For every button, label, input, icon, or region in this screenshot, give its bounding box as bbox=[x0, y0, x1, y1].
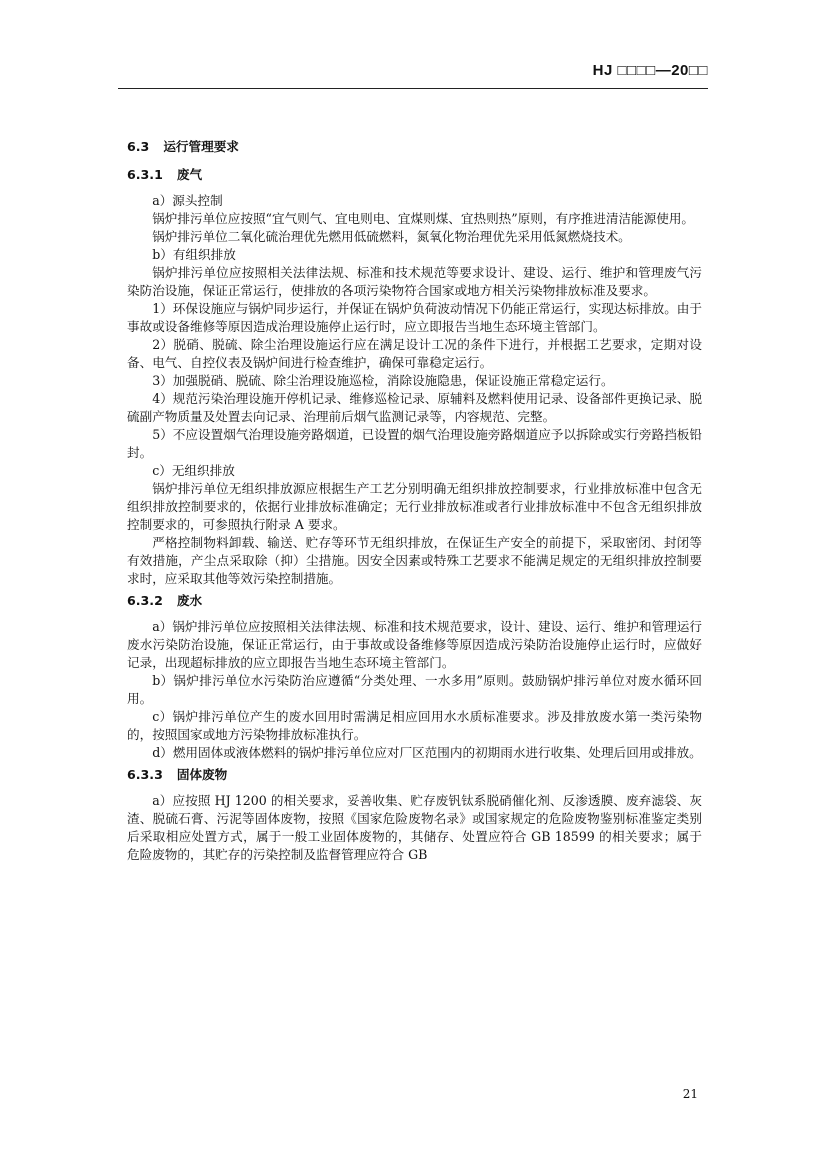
paragraph: 严格控制物料卸载、输送、贮存等环节无组织排放，在保证生产安全的前提下，采取密闭、封闭等有效措施，产尘点采取除（抑）尘措施。因安全因素或特殊工艺要求不能满足规定的无组织排放控制要求时，应采取其他等效污染控制措施。 bbox=[127, 535, 702, 586]
list-item: 5）不应设置烟气治理设施旁路烟道，已设置的烟气治理设施旁路烟道应予以拆除或实行旁路挡板铅封。 bbox=[127, 427, 702, 460]
subsection-title: 固体废物 bbox=[176, 767, 228, 782]
item-label-organized-emission: b）有组织排放 bbox=[152, 247, 236, 262]
subsection-title: 废气 bbox=[176, 167, 203, 182]
item-label-source-control: a）源头控制 bbox=[152, 193, 223, 208]
subsection-heading-solid-waste bbox=[127, 766, 702, 784]
subsection-number: 6.3.3 bbox=[127, 767, 163, 782]
section-heading bbox=[127, 138, 702, 156]
list-item: c）锅炉排污单位产生的废水回用时需满足相应回用水水质标准要求。涉及排放废水第一类污染物的，按照国家或地方污染物排放标准执行。 bbox=[127, 709, 702, 742]
document-body bbox=[127, 138, 702, 864]
header-divider bbox=[118, 88, 708, 89]
paragraph: 锅炉排污单位应按照相关法律法规、标准和技术规范等要求设计、建设、运行、维护和管理废气污染防治设施，保证正常运行，使排放的各项污染物符合国家或地方相关污染物排放标准及要求。 bbox=[127, 265, 702, 298]
subsection-number: 6.3.1 bbox=[127, 167, 163, 182]
list-item: b）锅炉排污单位水污染防治应遵循“分类处理、一水多用”原则。鼓励锅炉排污单位对废水循环回用。 bbox=[127, 673, 702, 706]
list-item: 4）规范污染治理设施开停机记录、维修巡检记录、原辅料及燃料使用记录、设备部件更换记录、脱硫副产物质量及处置去向记录、治理前后烟气监测记录等，内容规范、完整。 bbox=[127, 391, 702, 424]
section-number: 6.3 bbox=[127, 139, 150, 154]
document-code: HJ □□□□—20□□ bbox=[592, 62, 708, 79]
subsection-number: 6.3.2 bbox=[127, 593, 163, 608]
page-number: 21 bbox=[682, 1087, 698, 1101]
subsection-heading-waste-water bbox=[127, 592, 702, 610]
list-item: 3）加强脱硝、脱硫、除尘治理设施巡检，消除设施隐患，保证设施正常稳定运行。 bbox=[152, 373, 614, 388]
list-item: 2）脱硝、脱硫、除尘治理设施运行应在满足设计工况的条件下进行，并根据工艺要求，定期对设备、电气、自控仪表及锅炉间进行检查维护，确保可靠稳定运行。 bbox=[127, 337, 702, 370]
list-item: a）锅炉排污单位应按照相关法律法规、标准和技术规范要求，设计、建设、运行、维护和管理运行废水污染防治设施，保证正常运行，由于事故或设备维修等原因造成污染防治设施停止运行时，应做好记录，出现超标排放的应立即报告当地生态环境主管部门。 bbox=[127, 619, 702, 670]
list-item: a）应按照 HJ 1200 的相关要求，妥善收集、贮存废钒钛系脱硝催化剂、反渗透膜、废弃滤袋、灰渣、脱硫石膏、污泥等固体废物，按照《国家危险废物名录》或国家规定的危险废物鉴别标准鉴定类别后采取相应处置方式，属于一般工业固体废物的，其储存、处置应符合 GB 18599 的相关要求；属于危险废物的，其贮存的污染控制及监督管理应符合 GB bbox=[127, 793, 702, 862]
paragraph: 锅炉排污单位无组织排放源应根据生产工艺分别明确无组织排放控制要求，行业排放标准中包含无组织排放控制要求的，依据行业排放标准确定；无行业排放标准或者行业排放标准中不包含无组织排放控制要求的，可参照执行附录 A 要求。 bbox=[127, 481, 702, 532]
list-item: d）燃用固体或液体燃料的锅炉排污单位应对厂区范围内的初期雨水进行收集、处理后回用或排放。 bbox=[152, 745, 702, 760]
section-title: 运行管理要求 bbox=[163, 139, 239, 154]
subsection-heading-waste-gas bbox=[127, 166, 702, 184]
item-label-unorganized-emission: c）无组织排放 bbox=[152, 463, 235, 478]
paragraph: 锅炉排污单位二氧化硫治理优先燃用低硫燃料，氮氧化物治理优先采用低氮燃烧技术。 bbox=[152, 229, 631, 244]
subsection-title: 废水 bbox=[176, 593, 203, 608]
paragraph: 锅炉排污单位应按照“宜气则气、宜电则电、宜煤则煤、宜热则热”原则，有序推进清洁能源使用。 bbox=[152, 211, 695, 226]
list-item: 1）环保设施应与锅炉同步运行，并保证在锅炉负荷波动情况下仍能正常运行，实现达标排放。由于事故或设备维修等原因造成治理设施停止运行时，应立即报告当地生态环境主管部门。 bbox=[127, 301, 702, 334]
